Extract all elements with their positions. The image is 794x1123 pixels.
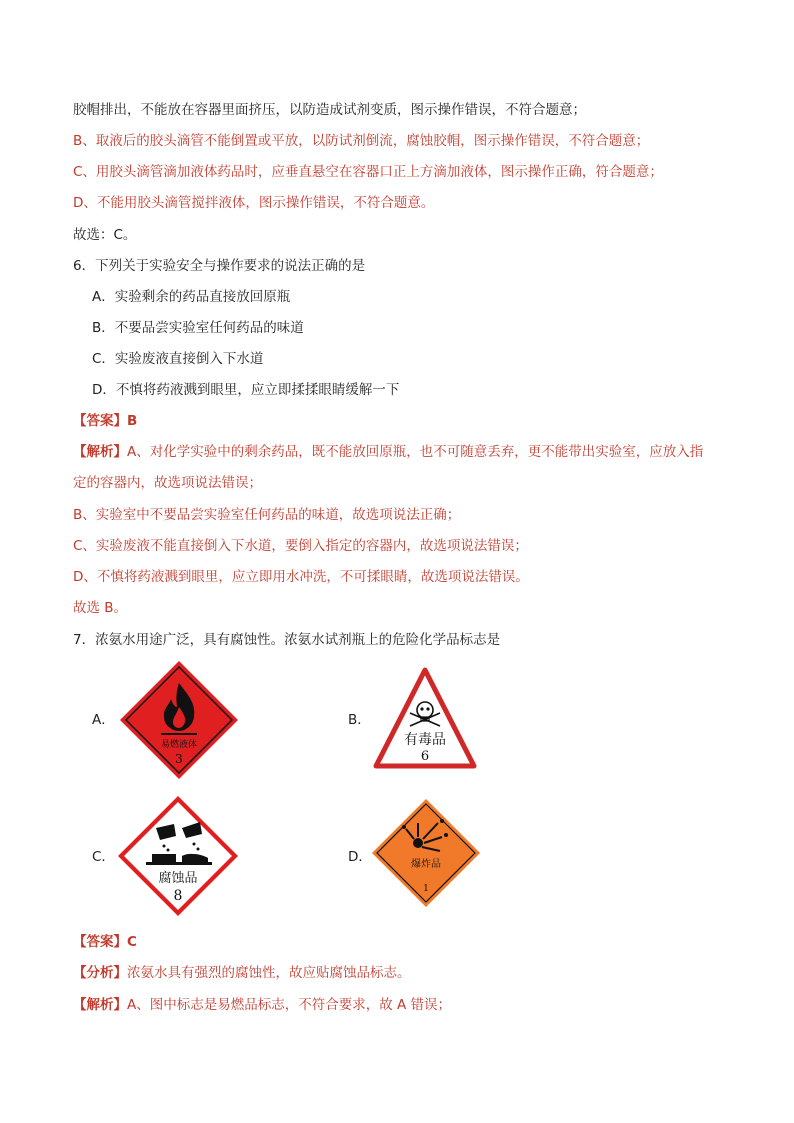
- fenxi-text: 浓氨水具有强烈的腐蚀性，故应贴腐蚀品标志。: [127, 965, 411, 981]
- q6-option-b: B．不要品尝实验室任何药品的味道: [92, 320, 304, 336]
- analysis-tag: 【解析】: [73, 444, 127, 460]
- q6-analysis-a2: 定的容器内，故选项说法错误；: [73, 475, 262, 491]
- q6-analysis-c: C、实验废液不能直接倒入下水道，要倒入指定的容器内，故选项说法错误；: [73, 538, 528, 554]
- sign-c-num: 8: [173, 888, 183, 904]
- prev-explanation-line: 胶帽排出，不能放在容器里面挤压，以防造成试剂变质，图示操作错误，不符合题意；: [73, 102, 586, 118]
- analysis-text: A、对化学实验中的剩余药品，既不能放回原瓶，也不可随意丢弃，更不能带出实验室，应放入指: [127, 444, 704, 460]
- sign-b-num: 6: [420, 749, 430, 764]
- fenxi-tag: 【分析】: [73, 965, 127, 981]
- q7-answer: [73, 932, 137, 952]
- q7-stem: 7．浓氨水用途广泛，具有腐蚀性。浓氨水试剂瓶上的危险化学品标志是: [73, 632, 501, 648]
- answer-tag: 【答案】: [73, 934, 127, 950]
- q6-analysis-a1: [73, 442, 703, 462]
- q6-analysis-b: B、实验室中不要品尝实验室任何药品的味道，故选项说法正确；: [73, 507, 461, 523]
- explosive-sign: [370, 797, 482, 909]
- q6-answer: [73, 411, 137, 431]
- q6-choose: 故选 B。: [73, 600, 128, 616]
- q7-analysis-a: [73, 995, 451, 1015]
- q6-option-a: A．实验剩余的药品直接放回原瓶: [92, 289, 291, 305]
- prev-explanation-c: C、用胶头滴管滴加液体药品时，应垂直悬空在容器口正上方滴加液体，图示操作正确，符合题意；: [73, 164, 663, 180]
- q6-option-d: D．不慎将药液溅到眼里，应立即揉揉眼睛缓解一下: [92, 382, 400, 398]
- sign-a-num: 3: [175, 752, 183, 766]
- prev-explanation-b: B、取液后的胶头滴管不能倒置或平放，以防试剂倒流，腐蚀胶帽，图示操作错误，不符合题意；: [73, 133, 650, 149]
- toxic-sign: [372, 666, 478, 770]
- prev-choose: 故选：C。: [73, 227, 137, 243]
- q7-option-b-label: B．: [348, 712, 371, 728]
- answer-value: B: [127, 413, 138, 429]
- sign-d-text: 爆炸品: [411, 859, 441, 870]
- q7-option-d-label: D．: [348, 849, 372, 865]
- q6-analysis-d: D、不慎将药液溅到眼里，应立即用水冲洗，不可揉眼睛，故选项说法错误。: [73, 569, 529, 585]
- q6-stem: 6．下列关于实验安全与操作要求的说法正确的是: [73, 258, 366, 274]
- prev-explanation-d: D、不能用胶头滴管搅拌液体，图示操作错误，不符合题意。: [73, 195, 435, 211]
- analysis-text: A、图中标志是易燃品标志，不符合要求，故 A 错误；: [127, 997, 452, 1013]
- analysis-tag: 【解析】: [73, 997, 127, 1013]
- sign-b-text: 有毒品: [404, 732, 446, 748]
- q7-option-c-label: C．: [92, 849, 115, 865]
- sign-d-num: 1: [423, 884, 429, 894]
- q7-fenxi: [73, 963, 411, 983]
- flammable-liquid-sign: [118, 659, 240, 781]
- corrosive-sign: [116, 794, 240, 918]
- q7-option-a-label: A．: [92, 712, 115, 728]
- answer-tag: 【答案】: [73, 413, 127, 429]
- q6-option-c: C．实验废液直接倒入下水道: [92, 351, 264, 367]
- sign-c-text: 腐蚀品: [158, 871, 198, 886]
- sign-a-text: 易燃液体: [160, 740, 198, 750]
- answer-value: C: [127, 934, 137, 950]
